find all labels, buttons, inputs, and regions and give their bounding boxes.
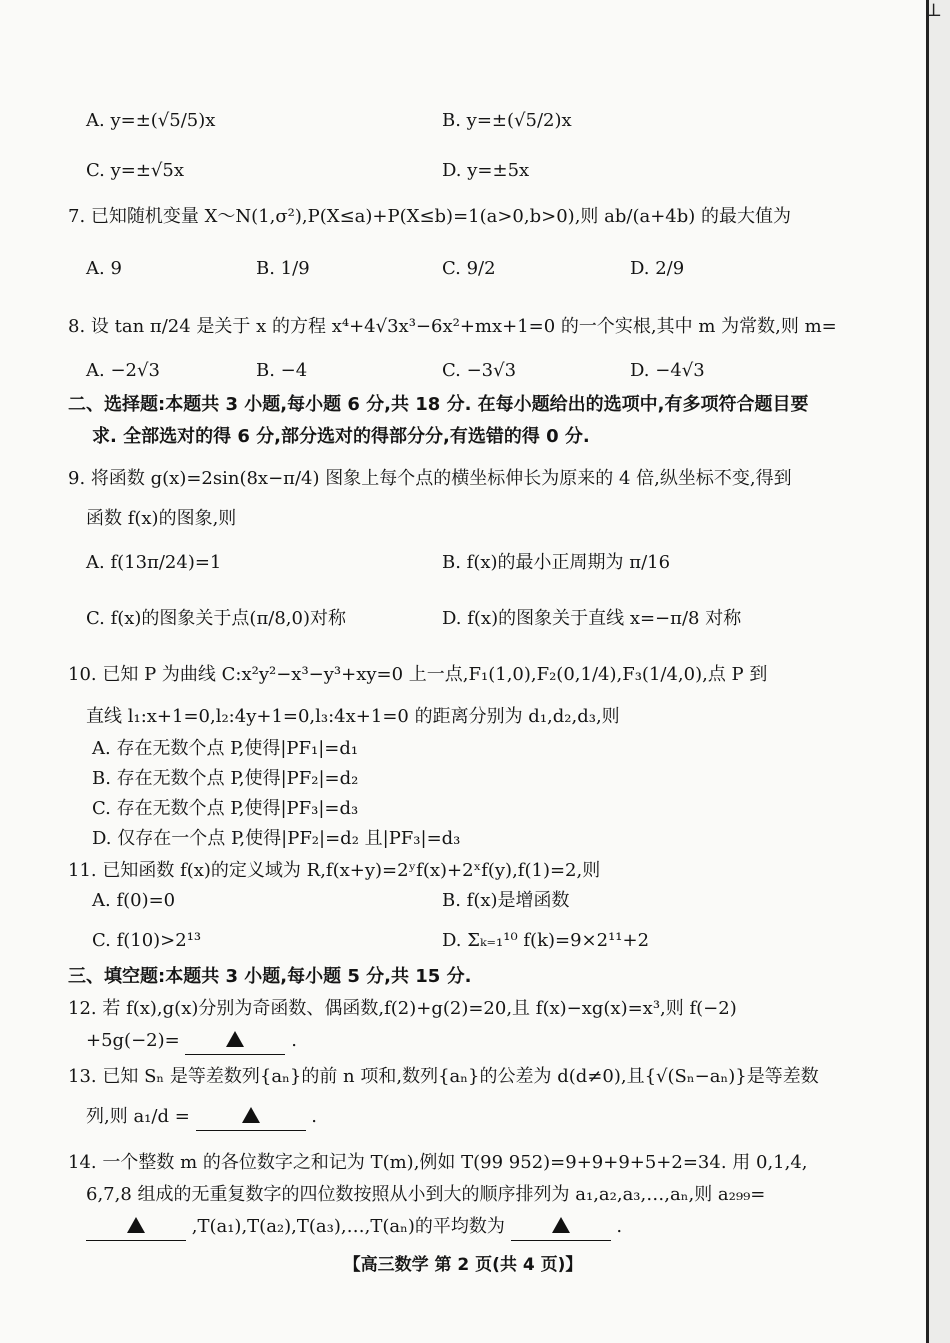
q7-option-d: D. 2/9 bbox=[630, 258, 685, 279]
q12-stem: 12. 若 f(x),g(x)分别为奇函数、偶函数,f(2)+g(2)=20,且 f(x)−xg(x)=x³,则 f(−2) bbox=[68, 998, 737, 1019]
q9-stem: 9. 将函数 g(x)=2sin(8x−π/4) 图象上每个点的横坐标伸长为原来的 4 倍,纵坐标不变,得到 bbox=[68, 468, 792, 489]
q10-option-b: B. 存在无数个点 P,使得|PF₂|=d₂ bbox=[92, 768, 359, 789]
q7-option-a: A. 9 bbox=[86, 258, 122, 279]
triangle-icon bbox=[127, 1217, 145, 1233]
q9-option-a: A. f(13π/24)=1 bbox=[86, 552, 222, 573]
q11-option-c: C. f(10)>2¹³ bbox=[92, 930, 202, 951]
q11-option-b: B. f(x)是增函数 bbox=[442, 890, 570, 911]
q14-answer-blank-2[interactable] bbox=[511, 1214, 611, 1241]
q7-option-c: C. 9/2 bbox=[442, 258, 496, 279]
triangle-icon bbox=[226, 1031, 244, 1047]
triangle-icon bbox=[552, 1217, 570, 1233]
section-2-heading: 二、选择题:本题共 3 小题,每小题 6 分,共 18 分. 在每小题给出的选项中,有多项符合题目要 bbox=[68, 394, 809, 415]
q7-option-b: B. 1/9 bbox=[256, 258, 310, 279]
q7-stem: 7. 已知随机变量 X～N(1,σ²),P(X≤a)+P(X≤b)=1(a>0,b>0),则 ab/(a+4b) 的最大值为 bbox=[68, 206, 792, 227]
q9-option-b: B. f(x)的最小正周期为 π/16 bbox=[442, 552, 671, 573]
q13-stem: 13. 已知 Sₙ 是等差数列{aₙ}的前 n 项和,数列{aₙ}的公差为 d(d≠0),且{√(Sₙ−aₙ)}是等差数 bbox=[68, 1066, 819, 1087]
q14-answer-line bbox=[86, 1214, 622, 1241]
q10-stem-cont: 直线 l₁:x+1=0,l₂:4y+1=0,l₃:4x+1=0 的距离分别为 d₁,d₂,d₃,则 bbox=[86, 706, 620, 727]
q13-period: . bbox=[311, 1106, 317, 1127]
q9-option-c: C. f(x)的图象关于点(π/8,0)对称 bbox=[86, 608, 346, 629]
scan-edge bbox=[926, 0, 950, 1343]
q14-stem: 14. 一个整数 m 的各位数字之和记为 T(m),例如 T(99 952)=9+9+9+5+2=34. 用 0,1,4, bbox=[68, 1152, 808, 1173]
q10-option-c: C. 存在无数个点 P,使得|PF₃|=d₃ bbox=[92, 798, 359, 819]
triangle-icon bbox=[242, 1107, 260, 1123]
q6-option-c: C. y=±√5x bbox=[86, 160, 184, 181]
q10-stem: 10. 已知 P 为曲线 C:x²y²−x³−y³+xy=0 上一点,F₁(1,0),F₂(0,1/4),F₃(1/4,0),点 P 到 bbox=[68, 664, 768, 685]
q11-stem: 11. 已知函数 f(x)的定义域为 R,f(x+y)=2ʸf(x)+2ˣf(y),f(1)=2,则 bbox=[68, 860, 601, 881]
q8-option-b: B. −4 bbox=[256, 360, 308, 381]
q6-option-b: B. y=±(√5/2)x bbox=[442, 110, 572, 131]
q13-answer-blank[interactable] bbox=[196, 1104, 306, 1131]
q10-option-d: D. 仅存在一个点 P,使得|PF₂|=d₂ 且|PF₃|=d₃ bbox=[92, 828, 461, 849]
q14-answer-blank-1[interactable] bbox=[86, 1214, 186, 1241]
q8-option-c: C. −3√3 bbox=[442, 360, 517, 381]
q13-answer-line bbox=[86, 1104, 317, 1131]
q8-stem: 8. 设 tan π/24 是关于 x 的方程 x⁴+4√3x³−6x²+mx+1=0 的一个实根,其中 m 为常数,则 m= bbox=[68, 316, 837, 337]
q12-stem-cont: +5g(−2)= bbox=[86, 1030, 180, 1051]
q8-option-d: D. −4√3 bbox=[630, 360, 705, 381]
q9-stem-cont: 函数 f(x)的图象,则 bbox=[86, 508, 237, 529]
q10-option-a: A. 存在无数个点 P,使得|PF₁|=d₁ bbox=[92, 738, 359, 759]
q12-period: . bbox=[291, 1030, 297, 1051]
page-footer: 【高三数学 第 2 页(共 4 页)】 bbox=[343, 1255, 583, 1275]
q14-stem-cont: 6,7,8 组成的无重复数字的四位数按照从小到大的顺序排列为 a₁,a₂,a₃,…,aₙ,则 a₂₉₉= bbox=[86, 1184, 766, 1205]
q6-option-a: A. y=±(√5/5)x bbox=[86, 110, 216, 131]
q11-option-a: A. f(0)=0 bbox=[92, 890, 176, 911]
corner-mark: ⊥ bbox=[925, 0, 942, 21]
q11-option-d: D. Σₖ₌₁¹⁰ f(k)=9×2¹¹+2 bbox=[442, 930, 650, 951]
q12-answer-line bbox=[86, 1028, 297, 1055]
section-2-note: 求. 全部选对的得 6 分,部分选对的得部分分,有选错的得 0 分. bbox=[92, 426, 590, 447]
section-3-heading: 三、填空题:本题共 3 小题,每小题 5 分,共 15 分. bbox=[68, 966, 472, 987]
q13-stem-cont: 列,则 a₁/d = bbox=[86, 1106, 190, 1127]
q8-option-a: A. −2√3 bbox=[86, 360, 160, 381]
q6-option-d: D. y=±5x bbox=[442, 160, 530, 181]
q9-option-d: D. f(x)的图象关于直线 x=−π/8 对称 bbox=[442, 608, 742, 629]
q14-period: . bbox=[616, 1216, 623, 1237]
q14-stem-cont-2: ,T(a₁),T(a₂),T(a₃),…,T(aₙ)的平均数为 bbox=[191, 1216, 505, 1237]
q12-answer-blank[interactable] bbox=[185, 1028, 285, 1055]
